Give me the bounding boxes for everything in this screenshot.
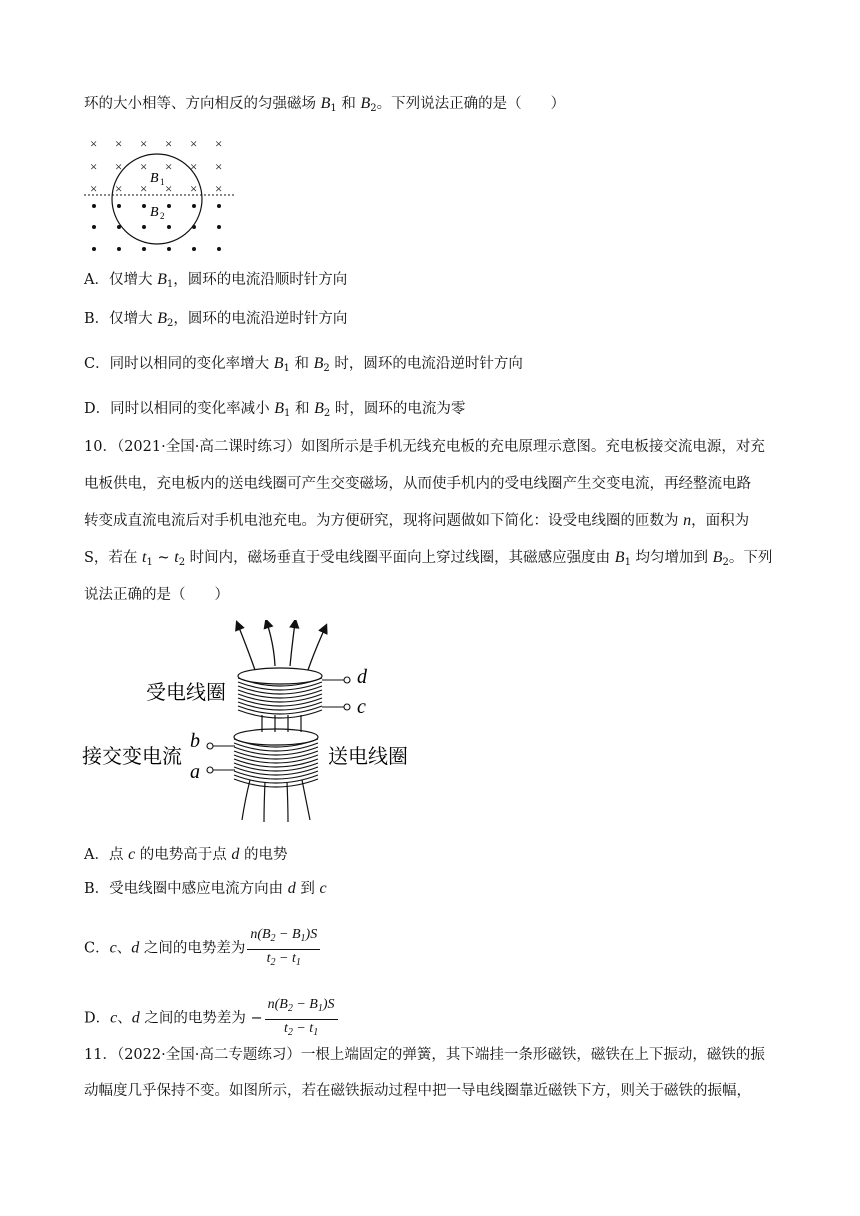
fraction-c: $\frac{n(B_2 - B_1)S}{t_2 - t_1}$ (247, 926, 320, 971)
label-sender-coil: 送电线圈 (328, 744, 408, 768)
dot-symbol (192, 204, 196, 208)
dot-symbol (142, 225, 146, 229)
dot-symbol (167, 204, 171, 208)
field-into-page-symbols (90, 136, 222, 196)
cross-symbol: × (140, 159, 148, 174)
cross-symbol: × (90, 181, 98, 196)
dot-symbol (142, 247, 146, 251)
svg-text:2: 2 (160, 211, 165, 221)
q10-line-2: 电板供电，充电板内的送电线圈可产生交变磁场，从而使手机内的受电线圈产生交变电流，再经整流电路 (84, 476, 751, 492)
q10-line-5: 说法正确的是（ ） (84, 587, 229, 603)
cross-symbol: × (90, 159, 98, 174)
dot-symbol (117, 204, 121, 208)
cross-symbol: × (215, 181, 223, 196)
q10-option-c: C．c、d 之间的电势差为 $\frac{n(B_2 - B_1)S}{t_2 - t_1}$ (84, 926, 322, 971)
label-b2: B (150, 205, 159, 220)
cross-symbol: × (165, 136, 173, 151)
label-b1: B (150, 171, 159, 186)
dot-symbol (92, 247, 96, 251)
label-b: b (190, 730, 200, 752)
magnetic-field-figure (84, 132, 244, 262)
dot-symbol (167, 247, 171, 251)
terminal-d (322, 677, 350, 683)
cross-symbol: × (140, 136, 148, 151)
terminal-c (322, 704, 350, 710)
cross-symbol: × (215, 159, 223, 174)
cross-symbol: × (165, 159, 173, 174)
dot-symbol (217, 225, 221, 229)
label-d: d (357, 666, 367, 688)
q9-option-a: A．仅增大 $B_1$，圆环的电流沿顺时针方向 (84, 271, 348, 290)
cross-symbol: × (165, 181, 173, 196)
dot-symbol (142, 204, 146, 208)
dot-symbol (117, 247, 121, 251)
q10-line-3: 转变成直流电流后对手机电池充电。为方便研究，现将问题做如下简化：设受电线圈的匝数为 n，面积为 (84, 512, 750, 529)
fraction-d: $\frac{n(B_2 - B_1)S}{t_2 - t_1}$ (265, 996, 338, 1041)
dot-symbol (167, 225, 171, 229)
label-receiver-coil: 受电线圈 (146, 680, 226, 704)
cross-symbol: × (115, 159, 123, 174)
cross-symbol: × (140, 181, 148, 196)
terminal-b (207, 743, 235, 749)
metal-ring (112, 154, 202, 244)
cross-symbol: × (190, 136, 198, 151)
dot-symbol (217, 247, 221, 251)
q10-line-1: 10．（2021·全国·高二课时练习）如图所示是手机无线充电板的充电原理示意图。充电板接交流电源，对充 (84, 439, 765, 455)
q10-option-b: B．受电线圈中感应电流方向由 d 到 c (84, 880, 327, 897)
q9-stem: 环的大小相等、方向相反的匀强磁场 $B_1$ 和 $B_2$。下列说法正确的是（ ） (84, 95, 566, 114)
field-lines-bottom (242, 780, 310, 822)
dot-symbol (92, 225, 96, 229)
sender-coil (234, 729, 318, 787)
terminal-a (207, 767, 235, 773)
field-lines-top (238, 623, 325, 670)
q9-option-d: D．同时以相同的变化率减小 $B_1$ 和 $B_2$ 时，圆环的电流为零 (84, 400, 466, 419)
q10-line-4: S，若在 $t_1$ ~ $t_2$ 时间内，磁场垂直于受电线圈平面向上穿过线圈，其磁感应强度由 $B_1$ 均匀增加到 $B_2$。下列 (84, 549, 773, 568)
svg-text:1: 1 (160, 177, 165, 187)
cross-symbol: × (190, 181, 198, 196)
receiver-coil (238, 668, 322, 718)
q9-option-b: B．仅增大 $B_2$，圆环的电流沿逆时针方向 (84, 310, 348, 329)
cross-symbol: × (115, 136, 123, 151)
dot-symbol (192, 247, 196, 251)
dot-symbol (217, 204, 221, 208)
q11-line-2: 动幅度几乎保持不变。如图所示，若在磁铁振动过程中把一导电线圈靠近磁铁下方，则关于磁铁的振幅， (84, 1083, 751, 1099)
label-c: c (357, 696, 366, 718)
cross-symbol: × (115, 181, 123, 196)
q11-line-1: 11．（2022·全国·高二专题练习）一根上端固定的弹簧，其下端挂一条形磁铁，磁铁在上下振动，磁铁的振 (84, 1047, 765, 1063)
cross-symbol: × (190, 159, 198, 174)
q10-option-d: D．c、d 之间的电势差为 − $\frac{n(B_2 - B_1)S}{t_2 - t_1}$ (84, 996, 340, 1041)
label-ac-input: 接交变电流 (82, 744, 182, 768)
label-a: a (190, 761, 200, 783)
q10-option-a: A．点 c 的电势高于点 d 的电势 (84, 846, 288, 863)
q9-option-c: C．同时以相同的变化率增大 $B_1$ 和 $B_2$ 时，圆环的电流沿逆时针方向 (84, 355, 523, 374)
wireless-charging-figure (80, 620, 420, 825)
cross-symbol: × (90, 136, 98, 151)
cross-symbol: × (215, 136, 223, 151)
dot-symbol (92, 204, 96, 208)
